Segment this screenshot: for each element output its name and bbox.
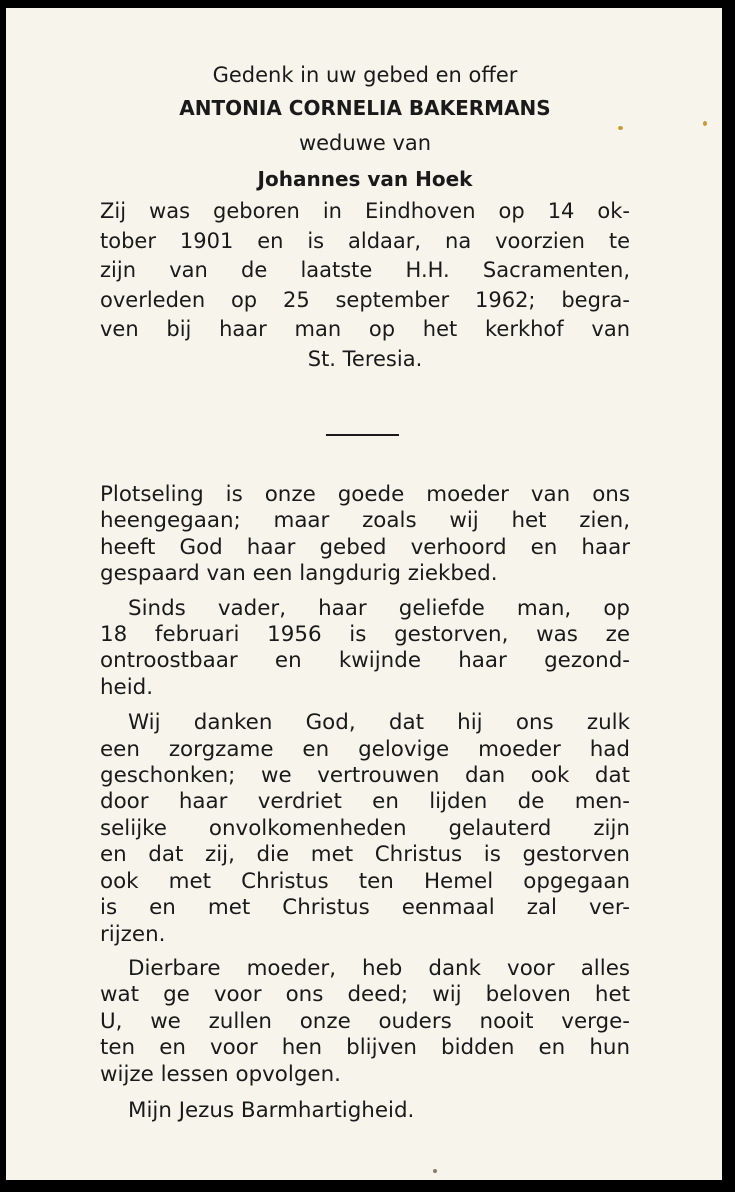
- bio-line: ven bij haar man op het kerkhof van: [100, 317, 630, 342]
- bio-line: zijn van de laatste H.H. Sacramenten,: [100, 258, 630, 283]
- text-line: een zorgzame en gelovige moeder had: [100, 736, 630, 762]
- paper-speck: [433, 1169, 437, 1173]
- closing-line: Mijn Jezus Barmhartigheid.: [128, 1097, 415, 1123]
- bio-line: St. Teresia.: [307, 346, 423, 371]
- widow-of-line: weduwe van: [298, 131, 432, 155]
- text-line: heeft God haar gebed verhoord en haar: [100, 534, 630, 560]
- text-line: ontroostbaar en kwijnde haar gezond-: [100, 648, 630, 674]
- paragraph-1: [100, 482, 630, 588]
- biography: [100, 197, 630, 375]
- paper-speck: [618, 126, 623, 130]
- text-line: is en met Christus eenmaal zal ver-: [100, 895, 630, 921]
- body-text: [100, 482, 630, 1124]
- bio-line: overleden op 25 september 1962; begra-: [100, 287, 630, 312]
- bio-line: tober 1901 en is aldaar, na voorzien te: [100, 228, 630, 253]
- text-line: wijze lessen opvolgen.: [100, 1061, 341, 1087]
- text-line: U, we zullen onze ouders nooit verge-: [100, 1008, 630, 1034]
- paragraph-3: [100, 710, 630, 948]
- memorial-card: [6, 8, 722, 1180]
- text-line: gespaard van een langdurig ziekbed.: [100, 561, 498, 587]
- text-line: Wij danken God, dat hij ons zulk: [128, 710, 630, 736]
- text-line: geschonken; we vertrouwen dan ook dat: [100, 763, 630, 789]
- deceased-name: ANTONIA CORNELIA BAKERMANS: [179, 96, 551, 120]
- text-line: wat ge voor ons deed; wij beloven het: [100, 982, 630, 1008]
- text-line: ten en voor hen blijven bidden en hun: [100, 1035, 630, 1061]
- husband-name: Johannes van Hoek: [257, 167, 473, 191]
- divider: [326, 434, 399, 436]
- text-line: Plotseling is onze goede moeder van ons: [100, 482, 630, 507]
- text-line: heid.: [100, 674, 154, 700]
- paragraph-2: [100, 596, 630, 702]
- text-line: Sinds vader, haar geliefde man, op: [128, 595, 630, 621]
- text-line: heengegaan; maar zoals wij het zien,: [100, 508, 630, 534]
- text-line: en dat zij, die met Christus is gestorven: [100, 842, 630, 868]
- bio-line: Zij was geboren in Eindhoven op 14 ok-: [100, 199, 630, 223]
- intro-line: Gedenk in uw gebed en offer: [212, 63, 518, 87]
- paper-speck: [703, 121, 707, 126]
- text-line: ook met Christus ten Hemel opgegaan: [100, 868, 630, 894]
- text-line: Dierbare moeder, heb dank voor alles: [128, 955, 630, 981]
- text-line: rijzen.: [100, 921, 166, 947]
- text-line: 18 februari 1956 is gestorven, was ze: [100, 622, 630, 648]
- text-line: selijke onvolkomenheden gelauterd zijn: [100, 815, 630, 841]
- text-line: door haar verdriet en lijden de men-: [100, 789, 630, 815]
- paragraph-4: [100, 956, 630, 1088]
